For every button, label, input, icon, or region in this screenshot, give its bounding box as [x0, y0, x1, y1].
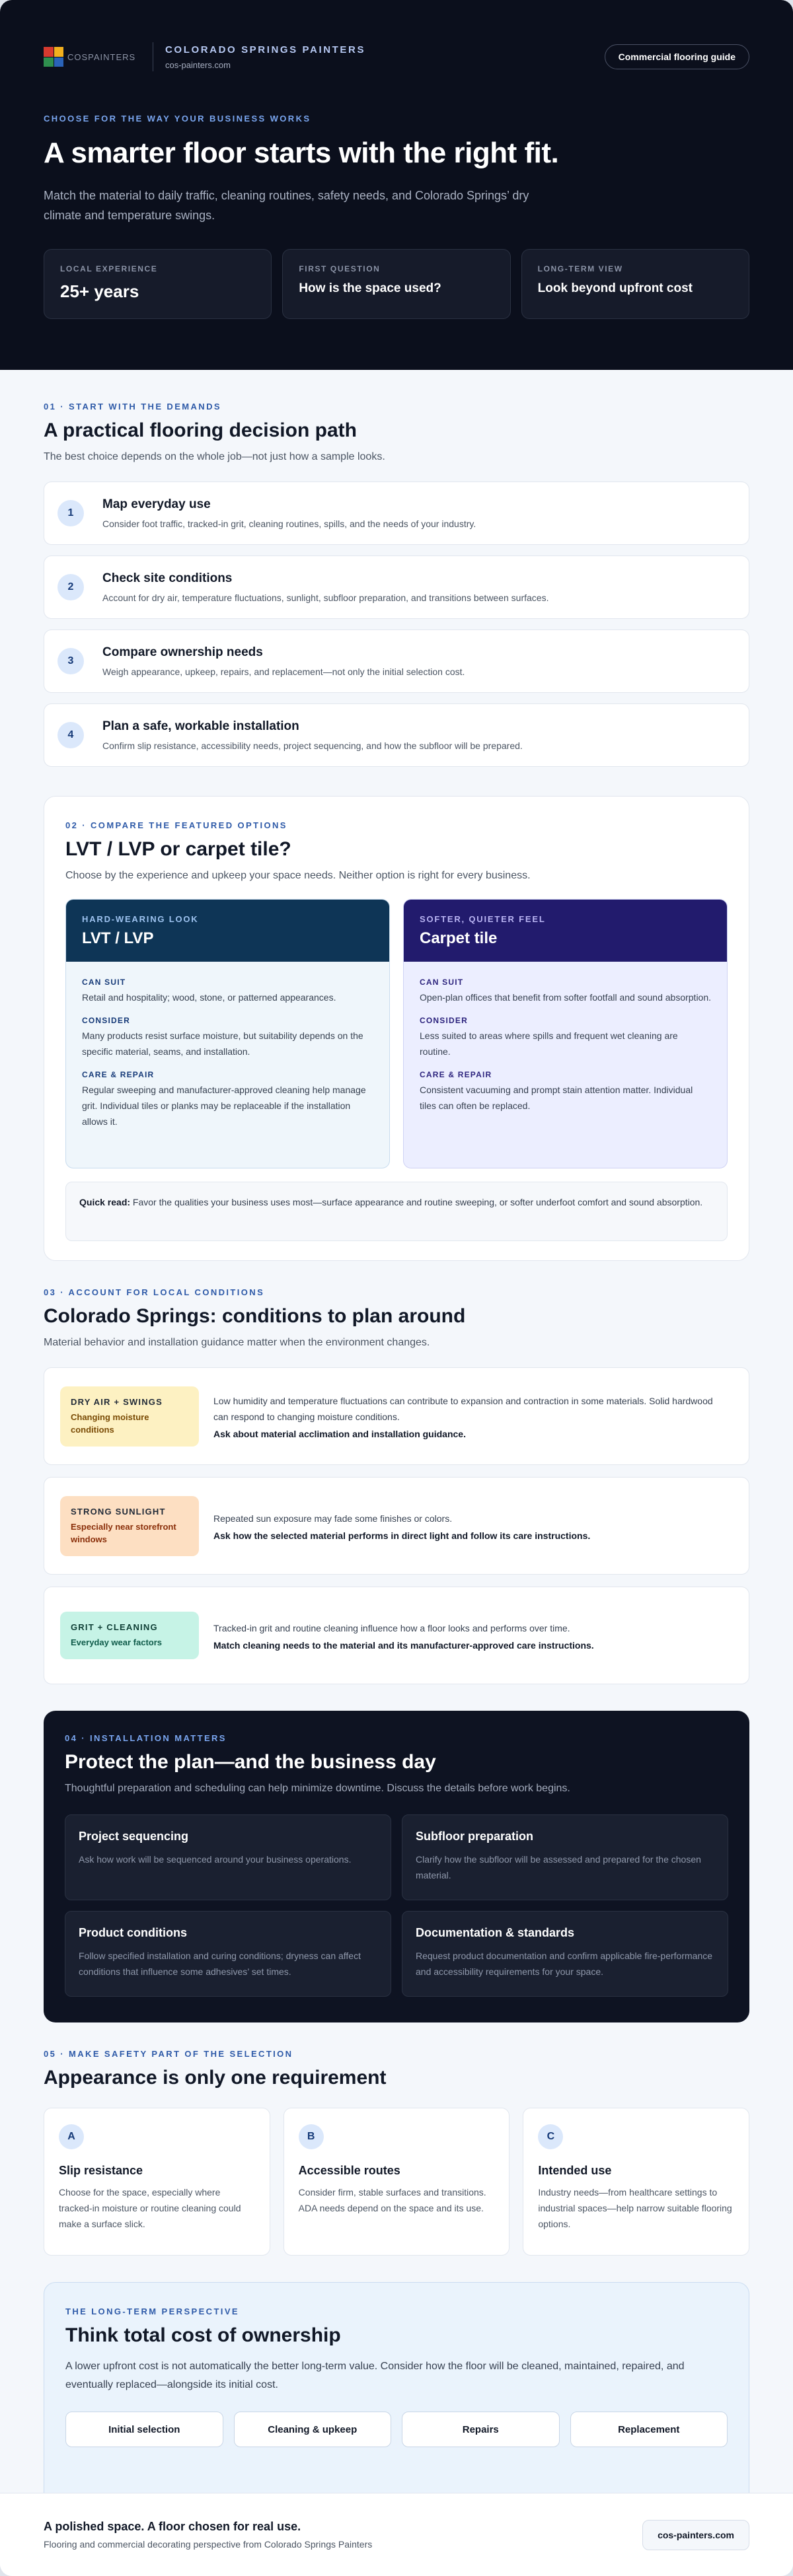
decision-section [0, 370, 793, 767]
option-name: LVT / LVP [82, 929, 154, 947]
hero-title: A smarter floor starts with the right fit. [44, 137, 559, 169]
compare-section [44, 796, 749, 1261]
cost-factor-replacement[interactable]: Replacement [570, 2412, 728, 2447]
section-title: Colorado Springs: conditions to plan around [44, 1305, 466, 1327]
hero [0, 0, 793, 370]
brand-row [44, 42, 749, 71]
step-title: Map everyday use [102, 497, 211, 511]
decision-steps [44, 482, 749, 767]
section-eyebrow: 01 · START WITH THE DEMANDS [44, 402, 221, 411]
step-number: 1 [57, 500, 84, 526]
safety-text: Industry needs—from healthcare settings to industrial spaces—help narrow suitable flooring options. [538, 2187, 732, 2229]
brand-url[interactable]: cos-painters.com [165, 59, 231, 70]
stat-label: LONG-TERM VIEW [537, 264, 623, 273]
logo [44, 47, 153, 67]
stat-card [521, 249, 749, 319]
option-label: CAN SUIT [420, 978, 464, 987]
step-description: Weigh appearance, upkeep, repairs, and replacement—not only the initial selection cost. [102, 666, 465, 677]
section-eyebrow: 05 · MAKE SAFETY PART OF THE SELECTION [44, 2049, 293, 2059]
section-eyebrow: 02 · COMPARE THE FEATURED OPTIONS [65, 820, 287, 830]
logo-mark-icon [44, 47, 63, 67]
option-kicker: SOFTER, QUIETER FEEL [420, 914, 546, 924]
condition-tag-title: DRY AIR + SWINGS [71, 1396, 163, 1407]
cost-section [44, 2282, 749, 2515]
install-text: Request product documentation and confirm applicable fire-performance and accessibility requirements for your space. [416, 1950, 713, 1977]
safety-section [0, 2022, 793, 2256]
condition-card [44, 1367, 749, 1465]
step-description: Confirm slip resistance, accessibility needs, project sequencing, and how the subfloor will be prepared. [102, 740, 523, 751]
step-title: Check site conditions [102, 571, 233, 585]
step-description: Account for dry air, temperature fluctuations, sunlight, subfloor preparation, and transitions between surfaces. [102, 592, 549, 603]
install-title: Documentation & standards [416, 1926, 575, 1939]
footer [0, 2493, 793, 2576]
condition-ask: Ask about material acclimation and installation guidance. [213, 1429, 466, 1439]
cost-factor-initial[interactable]: Initial selection [65, 2412, 223, 2447]
brand[interactable] [44, 42, 365, 71]
safety-title: Slip resistance [59, 2164, 143, 2177]
option-text: Open-plan offices that benefit from softer footfall and sound absorption. [420, 992, 712, 1003]
step-title: Plan a safe, workable installation [102, 719, 299, 733]
condition-ask: Match cleaning needs to the material and its manufacturer-approved care instructions. [213, 1640, 594, 1651]
step-number: 3 [57, 648, 84, 674]
section-lead: Material behavior and installation guidance matter when the environment changes. [44, 1337, 430, 1348]
quick-read-note [65, 1182, 728, 1241]
condition-tag [60, 1386, 199, 1447]
condition-text: Low humidity and temperature fluctuations can contribute to expansion and contraction in some materials. Solid hardwood can respond to changing moisture conditions. [213, 1396, 713, 1422]
brand-name: COLORADO SPRINGS PAINTERS [165, 44, 366, 55]
condition-tag-subtitle: Everyday wear factors [71, 1637, 163, 1647]
install-grid [65, 1814, 728, 1997]
safety-card [523, 2108, 749, 2256]
option-label: CARE & REPAIR [82, 1070, 155, 1079]
cost-lead: A lower upfront cost is not automatically the better long-term value. Consider how the floor will be cleaned, maintained, repaired, and eventually replaced—alongside its initial cost. [65, 2361, 685, 2390]
safety-text: Choose for the space, especially where tracked-in moisture or routine cleaning could make a surface slick. [59, 2187, 241, 2229]
section-title: Appearance is only one requirement [44, 2067, 387, 2089]
option-text: Regular sweeping and manufacturer-approved cleaning help manage grit. Individual tiles or planks may be replaceable if the installation allows it. [82, 1085, 366, 1127]
install-card [65, 1814, 391, 1900]
step-number: 2 [57, 574, 84, 600]
stat-card [282, 249, 510, 319]
option-text: Many products resist surface moisture, but suitability depends on the specific material, seams, and installation. [82, 1030, 363, 1057]
hero-eyebrow: CHOOSE FOR THE WAY YOUR BUSINESS WORKS [44, 114, 311, 124]
stat-value: 25+ years [60, 281, 139, 301]
section-title: Think total cost of ownership [65, 2324, 341, 2346]
condition-tag-subtitle: Especially near storefront windows [71, 1521, 176, 1544]
install-text: Ask how work will be sequenced around your business operations. [79, 1854, 352, 1865]
safety-title: Accessible routes [298, 2164, 400, 2177]
logo-wordmark: COSPAINTERS [67, 52, 136, 62]
section-lead: The best choice depends on the whole job—not just how a sample looks. [44, 451, 385, 462]
section-eyebrow: 03 · ACCOUNT FOR LOCAL CONDITIONS [44, 1287, 265, 1297]
option-header [404, 900, 727, 962]
install-title: Project sequencing [79, 1830, 189, 1843]
install-card [65, 1911, 391, 1997]
install-section [44, 1711, 749, 2022]
option-label: CONSIDER [420, 1016, 468, 1025]
install-title: Product conditions [79, 1926, 187, 1939]
condition-tag-subtitle: Changing moisture conditions [71, 1412, 149, 1435]
footer-title: A polished space. A floor chosen for real use. [44, 2520, 301, 2533]
condition-tag [60, 1612, 199, 1659]
conditions-list [44, 1367, 749, 1684]
option-name: Carpet tile [420, 929, 498, 947]
quick-read-text: Favor the qualities your business uses most—surface appearance and routine sweeping, or softer underfoot comfort and sound absorption. [130, 1197, 703, 1207]
stat-value: Look beyond upfront cost [537, 281, 693, 295]
safety-text: Consider firm, stable surfaces and transitions. ADA needs depend on the space and its use. [298, 2187, 486, 2213]
condition-tag-title: GRIT + CLEANING [71, 1622, 158, 1632]
step-title: Compare ownership needs [102, 645, 263, 659]
step-card [44, 555, 749, 619]
stat-label: FIRST QUESTION [299, 264, 381, 273]
safety-badge: B [299, 2124, 324, 2149]
safety-badge: A [59, 2124, 84, 2149]
condition-tag-title: STRONG SUNLIGHT [71, 1506, 166, 1517]
option-label: CARE & REPAIR [420, 1070, 492, 1079]
install-text: Follow specified installation and curing conditions; dryness can affect conditions that influence some adhesives’ set times. [79, 1950, 361, 1977]
hero-lead: Match the material to daily traffic, cleaning routines, safety needs, and Colorado Springs’ dry climate and temperature swings. [44, 189, 529, 222]
option-text: Retail and hospitality; wood, stone, or patterned appearances. [82, 992, 336, 1003]
safety-card [283, 2108, 510, 2256]
section-lead: Choose by the experience and upkeep your space needs. Neither option is right for every business. [65, 870, 531, 881]
step-card [44, 629, 749, 693]
option-card-carpet [403, 899, 728, 1168]
conditions-section [0, 1261, 793, 1684]
condition-card [44, 1587, 749, 1684]
option-label: CONSIDER [82, 1016, 130, 1025]
footer-site-button[interactable]: cos-painters.com [642, 2520, 749, 2550]
cost-factor-cleaning[interactable]: Cleaning & upkeep [234, 2412, 392, 2447]
safety-card [44, 2108, 270, 2256]
safety-title: Intended use [538, 2164, 612, 2177]
hero-stats [44, 249, 749, 319]
cost-factor-repairs[interactable]: Repairs [402, 2412, 560, 2447]
install-card [402, 1911, 728, 1997]
section-eyebrow: THE LONG-TERM PERSPECTIVE [65, 2307, 239, 2316]
condition-tag [60, 1496, 199, 1556]
quick-read-label: Quick read: [79, 1197, 131, 1207]
step-card [44, 703, 749, 767]
install-text: Clarify how the subfloor will be assessed and prepared for the chosen material. [416, 1854, 701, 1880]
cost-factors [65, 2412, 728, 2447]
safety-grid [44, 2108, 749, 2256]
install-title: Subfloor preparation [416, 1830, 534, 1843]
step-description: Consider foot traffic, tracked-in grit, cleaning routines, spills, and the needs of your industry. [102, 519, 476, 529]
safety-badge: C [538, 2124, 563, 2149]
install-card [402, 1814, 728, 1900]
condition-text: Tracked-in grit and routine cleaning influence how a floor looks and performs over time. [213, 1623, 570, 1633]
commercial-guide-button[interactable]: Commercial flooring guide [605, 44, 749, 69]
option-text: Consistent vacuuming and prompt stain attention matter. Individual tiles can often be replaced. [420, 1085, 693, 1111]
section-title: Protect the plan—and the business day [65, 1751, 436, 1773]
options-grid [65, 899, 728, 1168]
stat-label: LOCAL EXPERIENCE [60, 264, 158, 273]
section-eyebrow: 04 · INSTALLATION MATTERS [65, 1733, 227, 1743]
option-kicker: HARD-WEARING LOOK [82, 914, 199, 924]
stat-card [44, 249, 272, 319]
condition-card [44, 1477, 749, 1575]
footer-subtitle: Flooring and commercial decorating perspective from Colorado Springs Painters [44, 2539, 373, 2550]
option-header [66, 900, 389, 962]
option-text: Less suited to areas where spills and frequent wet cleaning are routine. [420, 1030, 678, 1057]
section-title: LVT / LVP or carpet tile? [65, 838, 291, 860]
step-number: 4 [57, 722, 84, 748]
condition-text: Repeated sun exposure may fade some finishes or colors. [213, 1513, 453, 1524]
condition-ask: Ask how the selected material performs in direct light and follow its care instructions. [213, 1530, 591, 1541]
option-label: CAN SUIT [82, 978, 126, 987]
stat-value: How is the space used? [299, 281, 441, 295]
section-title: A practical flooring decision path [44, 419, 357, 441]
step-card [44, 482, 749, 545]
section-lead: Thoughtful preparation and scheduling can help minimize downtime. Discuss the details before work begins. [65, 1783, 570, 1794]
option-card-lvt [65, 899, 390, 1168]
